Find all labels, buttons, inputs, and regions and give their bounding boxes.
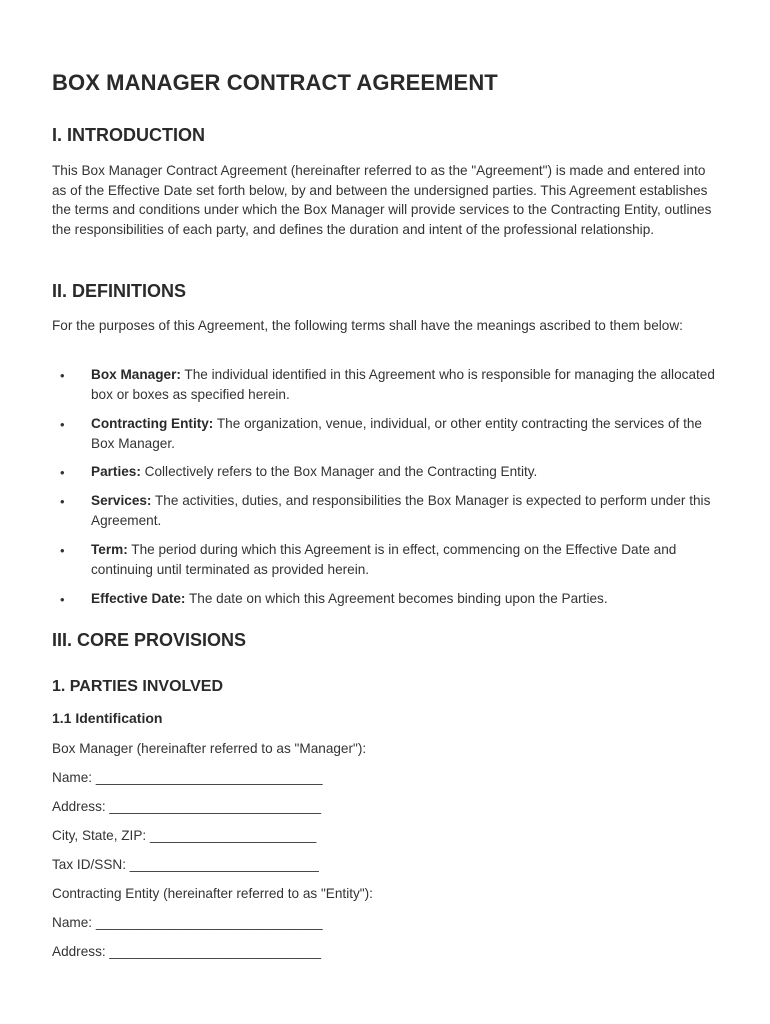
bullet-icon: • <box>60 494 65 509</box>
entity-address-field[interactable]: Address: ____________________________ <box>52 944 322 959</box>
document-title: BOX MANAGER CONTRACT AGREEMENT <box>52 70 498 95</box>
manager-tax-id-field[interactable]: Tax ID/SSN: _________________________ <box>52 857 319 872</box>
definition-item-box-manager <box>52 365 722 404</box>
introduction-paragraph: This Box Manager Contract Agreement (hereinafter referred to as the "Agreement") is made and entered into as of the Effective Date set forth below, by and between the undersigned parties. This Agreement establishes the terms and conditions under which the Box Manager will provide services to the Contracting Entity, outlines the responsibilities of each party, and defines the duration and intent of the professional relationship. <box>52 163 712 237</box>
entity-name-field[interactable]: Name: ______________________________ <box>52 915 323 930</box>
definition-item-contracting-entity <box>52 414 722 453</box>
definition-item-term <box>52 540 722 579</box>
definition-text <box>91 414 716 453</box>
manager-intro: Box Manager (hereinafter referred to as "Manager"): <box>52 741 367 756</box>
section-heading-introduction: I. INTRODUCTION <box>52 125 205 145</box>
definition-description: The date on which this Agreement becomes binding upon the Parties. <box>185 591 608 606</box>
definition-text <box>91 365 716 404</box>
definition-term: Term: <box>91 542 128 557</box>
definition-item-parties <box>52 462 722 482</box>
subsection-heading-parties-involved: 1. PARTIES INVOLVED <box>52 678 223 695</box>
subsection-heading-identification: 1.1 Identification <box>52 710 163 726</box>
definition-description: The activities, duties, and responsibilities the Box Manager is expected to perform under this Agreement. <box>91 493 711 528</box>
bullet-icon: • <box>60 465 65 480</box>
definition-description: The individual identified in this Agreement who is responsible for managing the allocated box or boxes as specified herein. <box>91 367 715 402</box>
manager-address-field[interactable]: Address: ____________________________ <box>52 799 322 814</box>
bullet-icon: • <box>60 368 65 383</box>
bullet-icon: • <box>60 543 65 558</box>
definition-term: Parties: <box>91 464 141 479</box>
definition-text <box>91 491 716 530</box>
definition-term: Box Manager: <box>91 367 181 382</box>
manager-city-state-zip-field[interactable]: City, State, ZIP: ______________________ <box>52 828 317 843</box>
definition-text <box>91 589 716 609</box>
definition-text <box>91 540 716 579</box>
section-heading-core-provisions: III. CORE PROVISIONS <box>52 630 247 650</box>
definition-description: Collectively refers to the Box Manager and the Contracting Entity. <box>140 464 538 479</box>
definition-text <box>91 462 716 482</box>
definition-term: Services: <box>91 493 152 508</box>
section-heading-definitions: II. DEFINITIONS <box>52 281 187 301</box>
bullet-icon: • <box>60 417 65 432</box>
definition-description: The organization, venue, individual, or other entity contracting the services of the Box Manager. <box>91 416 702 451</box>
definition-item-effective-date <box>52 589 722 609</box>
definition-term: Contracting Entity: <box>91 416 214 431</box>
definition-description: The period during which this Agreement is in effect, commencing on the Effective Date and continuing until terminated as provided herein. <box>91 542 677 577</box>
entity-intro: Contracting Entity (hereinafter referred to as "Entity"): <box>52 886 373 901</box>
definitions-intro: For the purposes of this Agreement, the following terms shall have the meanings ascribed to them below: <box>52 318 683 333</box>
definition-term: Effective Date: <box>91 591 186 606</box>
definition-item-services <box>52 491 722 530</box>
manager-name-field[interactable]: Name: ______________________________ <box>52 770 323 785</box>
bullet-icon: • <box>60 592 65 607</box>
